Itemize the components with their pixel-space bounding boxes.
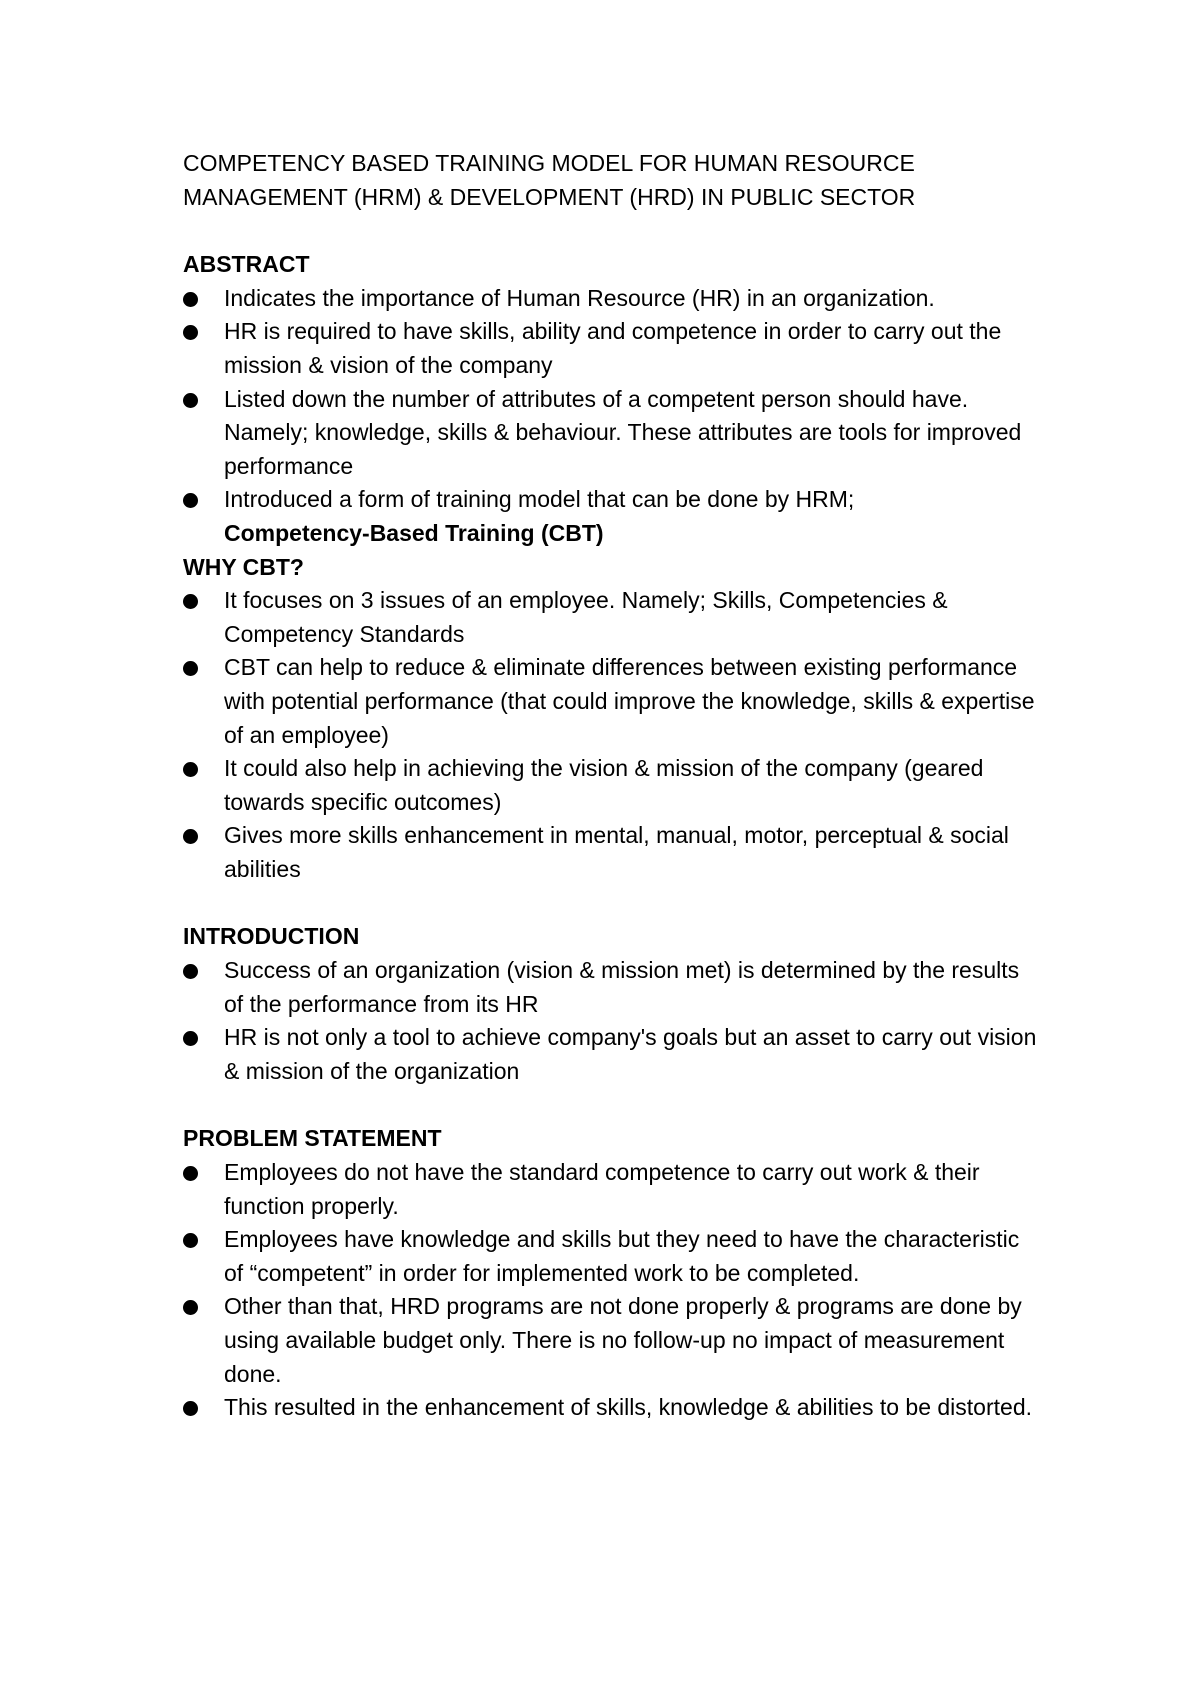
list-item-text: Employees have knowledge and skills but they need to have the characteristic of “competent” in order for implemented work to be completed.	[224, 1226, 1020, 1286]
problem-statement-heading: PROBLEM STATEMENT	[183, 1125, 442, 1152]
list-item-text: CBT can help to reduce & eliminate differences between existing performance with potential performance (that could improve the knowledge, skills & expertise of an employee)	[224, 654, 1035, 748]
list-item-text: Introduced a form of training model that can be done by HRM;	[224, 486, 855, 513]
list-item-text: Indicates the importance of Human Resource (HR) in an organization.	[224, 284, 935, 311]
list-item	[183, 752, 1043, 819]
bullet-icon	[183, 661, 198, 676]
abstract-list	[183, 282, 1043, 551]
list-item	[183, 819, 1043, 886]
bullet-icon	[183, 829, 198, 844]
list-item	[183, 315, 1043, 382]
list-item	[183, 483, 1043, 550]
why-cbt-heading: WHY CBT?	[183, 553, 304, 580]
bullet-icon	[183, 393, 198, 408]
problem-statement-list	[183, 1156, 1043, 1425]
list-item	[183, 954, 1043, 1021]
bullet-icon	[183, 964, 198, 979]
bullet-icon	[183, 493, 198, 508]
list-item-text: HR is not only a tool to achieve company's goals but an asset to carry out vision & mission of the organization	[224, 1024, 1037, 1084]
document-title	[183, 147, 1043, 214]
bullet-icon	[183, 1166, 198, 1181]
why-cbt-list	[183, 584, 1043, 886]
bullet-icon	[183, 594, 198, 609]
bullet-icon	[183, 325, 198, 340]
list-item-text: Success of an organization (vision & mission met) is determined by the results of the performance from its HR	[224, 957, 1020, 1017]
problem-statement-section	[183, 1122, 1043, 1424]
list-item-text: HR is required to have skills, ability and competence in order to carry out the mission & vision of the company	[224, 318, 1002, 378]
list-item-text: It could also help in achieving the vision & mission of the company (geared towards specific outcomes)	[224, 755, 984, 815]
bullet-icon	[183, 1401, 198, 1416]
introduction-heading: INTRODUCTION	[183, 923, 360, 950]
document-page	[183, 147, 1043, 1425]
list-item-text: This resulted in the enhancement of skills, knowledge & abilities to be distorted.	[224, 1394, 1032, 1421]
cbt-label: Competency-Based Training (CBT)	[224, 519, 604, 546]
abstract-heading: ABSTRACT	[183, 251, 310, 278]
why-cbt-section	[183, 551, 1043, 887]
list-item	[183, 1391, 1043, 1425]
introduction-section	[183, 920, 1043, 1088]
list-item	[183, 1223, 1043, 1290]
bullet-icon	[183, 1300, 198, 1315]
list-item	[183, 383, 1043, 484]
list-item	[183, 1290, 1043, 1391]
title-line-1: COMPETENCY BASED TRAINING MODEL FOR HUMAN RESOURCE	[183, 150, 915, 176]
bullet-icon	[183, 292, 198, 307]
introduction-list	[183, 954, 1043, 1088]
list-item-text: It focuses on 3 issues of an employee. Namely; Skills, Competencies & Competency Standards	[224, 587, 948, 647]
title-line-2: MANAGEMENT (HRM) & DEVELOPMENT (HRD) IN PUBLIC SECTOR	[183, 183, 916, 210]
bullet-icon	[183, 762, 198, 777]
list-item-text: Other than that, HRD programs are not done properly & programs are done by using available budget only. There is no follow-up no impact of measurement done.	[224, 1293, 1022, 1387]
list-item-text: Employees do not have the standard competence to carry out work & their function properly.	[224, 1159, 980, 1219]
list-item	[183, 1021, 1043, 1088]
list-item	[183, 584, 1043, 651]
list-item-text: Listed down the number of attributes of a competent person should have. Namely; knowledge, skills & behaviour. These attributes are tools for improved performance	[224, 385, 1022, 479]
list-item	[183, 651, 1043, 752]
bullet-icon	[183, 1031, 198, 1046]
bullet-icon	[183, 1233, 198, 1248]
list-item	[183, 282, 1043, 316]
list-item	[183, 1156, 1043, 1223]
abstract-section	[183, 248, 1043, 550]
list-item-text: Gives more skills enhancement in mental, manual, motor, perceptual & social abilities	[224, 822, 1009, 882]
